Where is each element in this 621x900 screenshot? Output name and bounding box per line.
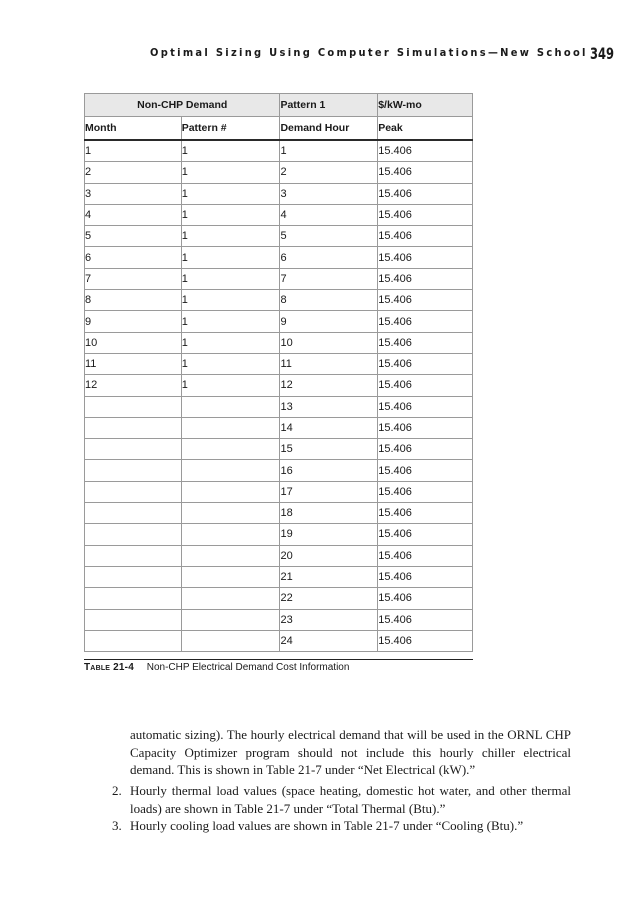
table-row — [85, 353, 473, 374]
cell-month — [85, 566, 182, 587]
group-header-pattern: Pattern 1 — [280, 94, 378, 117]
list-item-text: Hourly cooling load values are shown in Table 21-7 under “Cooling (Btu).” — [130, 818, 524, 833]
list-item — [112, 817, 571, 835]
cell-month: 9 — [85, 311, 182, 332]
table-row — [85, 588, 473, 609]
caption-label: Table 21-4 — [84, 662, 134, 673]
column-header-peak: Peak — [378, 117, 473, 141]
cell-peak: 15.406 — [378, 566, 473, 587]
cell-pattern-number — [181, 439, 280, 460]
cell-month: 1 — [85, 140, 182, 162]
table-row — [85, 417, 473, 438]
cell-month: 11 — [85, 353, 182, 374]
cell-demand-hour: 14 — [280, 417, 378, 438]
cell-demand-hour: 18 — [280, 503, 378, 524]
table-row — [85, 375, 473, 396]
cell-pattern-number: 1 — [181, 162, 280, 183]
cell-month: 6 — [85, 247, 182, 268]
cell-peak: 15.406 — [378, 417, 473, 438]
cell-month — [85, 439, 182, 460]
table-row — [85, 162, 473, 183]
cell-pattern-number: 1 — [181, 247, 280, 268]
caption-rule — [84, 659, 473, 660]
table-column-header-row — [85, 117, 473, 141]
cell-pattern-number: 1 — [181, 268, 280, 289]
cell-peak: 15.406 — [378, 460, 473, 481]
cell-peak: 15.406 — [378, 353, 473, 374]
cell-demand-hour: 15 — [280, 439, 378, 460]
cell-peak: 15.406 — [378, 183, 473, 204]
cell-peak: 15.406 — [378, 332, 473, 353]
list-item-text: Hourly thermal load values (space heating, domestic hot water, and other thermal loads) are shown in Table 21-7 under “Total Thermal (Btu).” — [130, 783, 571, 816]
list-item-number: 2. — [112, 783, 122, 798]
cell-pattern-number: 1 — [181, 226, 280, 247]
cell-month: 12 — [85, 375, 182, 396]
cell-peak: 15.406 — [378, 439, 473, 460]
cell-demand-hour: 2 — [280, 162, 378, 183]
cell-pattern-number — [181, 417, 280, 438]
cell-month — [85, 460, 182, 481]
column-header-pattern-number: Pattern # — [181, 117, 280, 141]
cell-peak: 15.406 — [378, 268, 473, 289]
list-item-number: 3. — [112, 818, 122, 833]
cell-pattern-number — [181, 545, 280, 566]
table-row — [85, 290, 473, 311]
cell-demand-hour: 8 — [280, 290, 378, 311]
cell-demand-hour: 11 — [280, 353, 378, 374]
cell-month — [85, 609, 182, 630]
list-item — [112, 782, 571, 817]
table-row — [85, 609, 473, 630]
cell-month — [85, 545, 182, 566]
cell-month: 5 — [85, 226, 182, 247]
table-row — [85, 226, 473, 247]
cell-pattern-number — [181, 481, 280, 502]
cell-pattern-number — [181, 524, 280, 545]
table-row — [85, 460, 473, 481]
cell-pattern-number — [181, 503, 280, 524]
column-header-month: Month — [85, 117, 182, 141]
cell-demand-hour: 9 — [280, 311, 378, 332]
cell-pattern-number: 1 — [181, 290, 280, 311]
cell-month — [85, 481, 182, 502]
cell-month — [85, 524, 182, 545]
table-row — [85, 503, 473, 524]
table-row — [85, 140, 473, 162]
cell-pattern-number — [181, 566, 280, 587]
cell-month — [85, 417, 182, 438]
table-row — [85, 396, 473, 417]
numbered-list — [112, 782, 571, 835]
cell-peak: 15.406 — [378, 140, 473, 162]
cell-demand-hour: 19 — [280, 524, 378, 545]
cell-demand-hour: 23 — [280, 609, 378, 630]
table-row — [85, 183, 473, 204]
cell-peak: 15.406 — [378, 588, 473, 609]
cell-peak: 15.406 — [378, 290, 473, 311]
cell-demand-hour: 6 — [280, 247, 378, 268]
caption-text: Non-CHP Electrical Demand Cost Information — [146, 662, 350, 673]
cell-pattern-number — [181, 460, 280, 481]
cell-peak: 15.406 — [378, 545, 473, 566]
demand-cost-table — [84, 93, 473, 652]
cell-month — [85, 630, 182, 651]
cell-pattern-number — [181, 588, 280, 609]
cell-demand-hour: 20 — [280, 545, 378, 566]
cell-month — [85, 396, 182, 417]
cell-peak: 15.406 — [378, 524, 473, 545]
running-head: Optimal Sizing Using Computer Simulations—New School — [150, 46, 588, 59]
cell-demand-hour: 4 — [280, 204, 378, 225]
cell-demand-hour: 22 — [280, 588, 378, 609]
cell-pattern-number: 1 — [181, 183, 280, 204]
table-row — [85, 545, 473, 566]
cell-pattern-number — [181, 396, 280, 417]
cell-pattern-number: 1 — [181, 332, 280, 353]
cell-demand-hour: 10 — [280, 332, 378, 353]
cell-demand-hour: 7 — [280, 268, 378, 289]
table-row — [85, 439, 473, 460]
cell-demand-hour: 24 — [280, 630, 378, 651]
cell-month: 3 — [85, 183, 182, 204]
cell-peak: 15.406 — [378, 609, 473, 630]
cell-peak: 15.406 — [378, 503, 473, 524]
cell-peak: 15.406 — [378, 481, 473, 502]
cell-pattern-number — [181, 630, 280, 651]
body-paragraph-continuation: automatic sizing). The hourly electrical demand that will be used in the ORNL CHP Capacity Optimizer program should not include this hourly chiller electrical demand. This is shown in Table 21-7 under “Net Electrical (kW).” — [130, 727, 571, 777]
table-row — [85, 630, 473, 651]
table-row — [85, 204, 473, 225]
cell-month: 2 — [85, 162, 182, 183]
table-row — [85, 566, 473, 587]
table-row — [85, 311, 473, 332]
cell-month: 10 — [85, 332, 182, 353]
table-row — [85, 332, 473, 353]
cell-pattern-number: 1 — [181, 140, 280, 162]
table-caption — [84, 662, 349, 673]
cell-demand-hour: 12 — [280, 375, 378, 396]
cell-demand-hour: 1 — [280, 140, 378, 162]
cell-demand-hour: 3 — [280, 183, 378, 204]
cell-demand-hour: 13 — [280, 396, 378, 417]
group-header-rate: $/kW-mo — [378, 94, 473, 117]
cell-demand-hour: 16 — [280, 460, 378, 481]
cell-peak: 15.406 — [378, 247, 473, 268]
cell-demand-hour: 21 — [280, 566, 378, 587]
cell-pattern-number: 1 — [181, 353, 280, 374]
cell-peak: 15.406 — [378, 226, 473, 247]
group-header-non-chp-demand: Non-CHP Demand — [85, 94, 280, 117]
cell-month — [85, 588, 182, 609]
cell-peak: 15.406 — [378, 375, 473, 396]
cell-month: 7 — [85, 268, 182, 289]
page-number: 349 — [590, 44, 615, 63]
cell-peak: 15.406 — [378, 162, 473, 183]
table-row — [85, 524, 473, 545]
cell-month: 4 — [85, 204, 182, 225]
cell-peak: 15.406 — [378, 396, 473, 417]
table-group-header-row — [85, 94, 473, 117]
table-row — [85, 481, 473, 502]
cell-pattern-number: 1 — [181, 375, 280, 396]
cell-pattern-number: 1 — [181, 204, 280, 225]
table-row — [85, 247, 473, 268]
table-row — [85, 268, 473, 289]
cell-peak: 15.406 — [378, 630, 473, 651]
table-body — [85, 140, 473, 652]
column-header-demand-hour: Demand Hour — [280, 117, 378, 141]
cell-pattern-number — [181, 609, 280, 630]
cell-month — [85, 503, 182, 524]
cell-demand-hour: 5 — [280, 226, 378, 247]
cell-demand-hour: 17 — [280, 481, 378, 502]
cell-peak: 15.406 — [378, 311, 473, 332]
cell-peak: 15.406 — [378, 204, 473, 225]
cell-pattern-number: 1 — [181, 311, 280, 332]
cell-month: 8 — [85, 290, 182, 311]
